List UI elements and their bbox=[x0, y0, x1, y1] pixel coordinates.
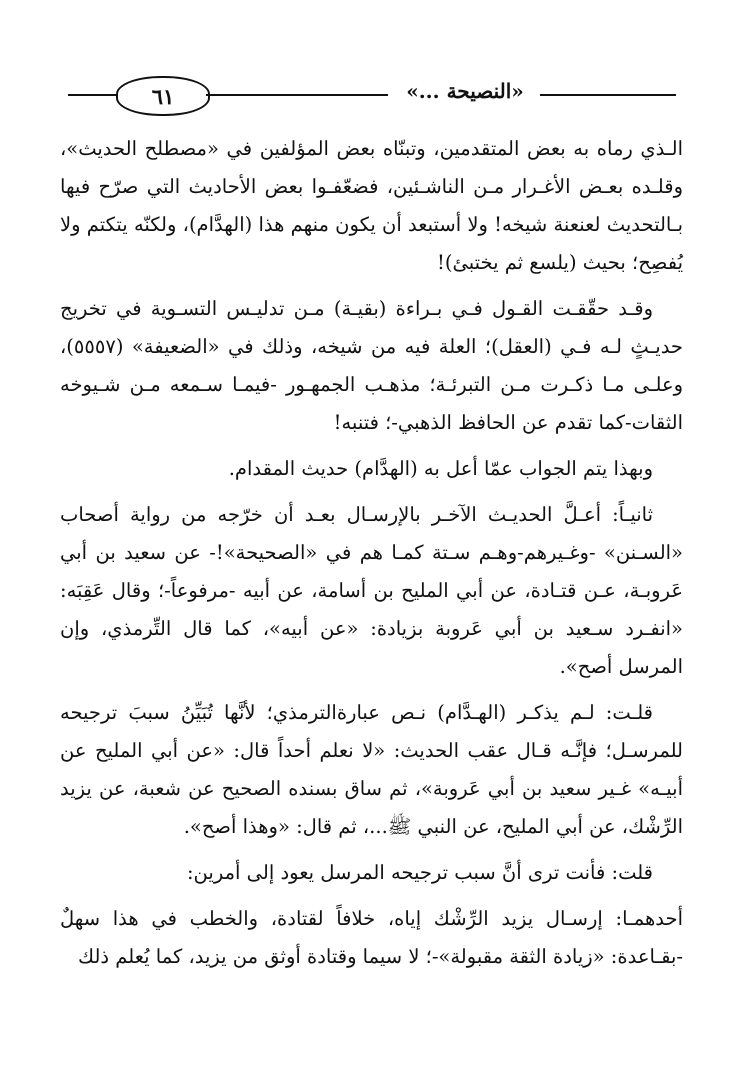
paragraph: وبهذا يتم الجواب عمّا أعل به (الهدَّام) حديث المقدام. bbox=[228, 457, 653, 480]
header-rule-left bbox=[68, 94, 116, 96]
header-rule-right bbox=[540, 94, 676, 96]
paragraph: قلـت: لـم يذكـر (الهـدَّام) نـص عبارةالترمذي؛ لأنَّها تُبَيِّنُ سببَ ترجيحه للمرسـل؛ فإنَّـه قـال عقب الحديث: «لا نعلم أحداً قال: «عن أبي المليح عن أبيـه» غـير سعيد بن أبي عَروبة»، ثم ساق بسنده الصحيح عن شعبة، عن يزيد الرِّشْك، عن أبي المليح، عن النبي ﷺ...، ثم قال: «وهذا أصح». bbox=[60, 701, 683, 838]
paragraph: قلت: فأنت ترى أنَّ سبب ترجيحه المرسل يعود إلى أمرين: bbox=[186, 861, 653, 884]
paragraph: الـذي رماه به بعض المتقدمين، وتبنّاه بعض المؤلفين في «مصطلح الحديث»، وقلـده بعـض الأغـرار مـن الناشـئين، فضعّفـوا بعض الأحاديث التي صرّح فيها بـالتحديث لعنعنة شيخه! ولا أستبعد أن يكون منهم هذا (الهدَّام)، ولكنّه يتكتم ولا يُفصِح؛ بحيث (يلسع ثم يختبئ)! bbox=[60, 137, 683, 274]
page-body bbox=[60, 130, 683, 976]
paragraph: أحدهمـا: إرسـال يزيد الرِّشْك إياه، خلافاً لقتادة، والخطب في هذا سهلٌ -بقـاعدة: «زيادة الثقة مقبولة»-؛ لا سيما وقتادة أوثق من يزيد، كما يُعلم ذلك bbox=[60, 907, 683, 968]
header-rule-middle bbox=[206, 94, 388, 96]
page-number: ٦١ bbox=[116, 76, 210, 116]
paragraph: وقـد حقّقـت القـول فـي بـراءة (بقيـة) مـن تدليـس التسـوية في تخريج حديـثٍ لـه فـي (العقل)؛ العلة فيه من شيخه، وذلك في «الضعيفة» (٥٥٥٧)، وعلـى مـا ذكـرت مـن التبرئـة؛ مذهـب الجمهـور -فيمـا سـمعه مـن شـيوخه الثقات-كما تقدم عن الحافظ الذهبي-؛ فتنبه! bbox=[60, 297, 683, 434]
page-header bbox=[68, 74, 676, 118]
paragraph: ثانيـاً: أعـلَّ الحديـث الآخـر بالإرسـال بعـد أن خرّجه من رواية أصحاب «السـنن» -وغـيرهم-وهـم سـتة كمـا هم في «الصحيحة»!- عن سعيد بن أبي عَروبـة، عـن قتـادة، عن أبي المليح بن أسامة، عن أبيه -مرفوعاً-؛ وقال عَقِبَه: «انفـرد سـعيد بن أبي عَروبة بزيادة: «عن أبيه»، كما قال التِّرمذي، وإن المرسل أصح». bbox=[60, 503, 683, 678]
running-title: «النصيحة ...» bbox=[406, 79, 524, 103]
